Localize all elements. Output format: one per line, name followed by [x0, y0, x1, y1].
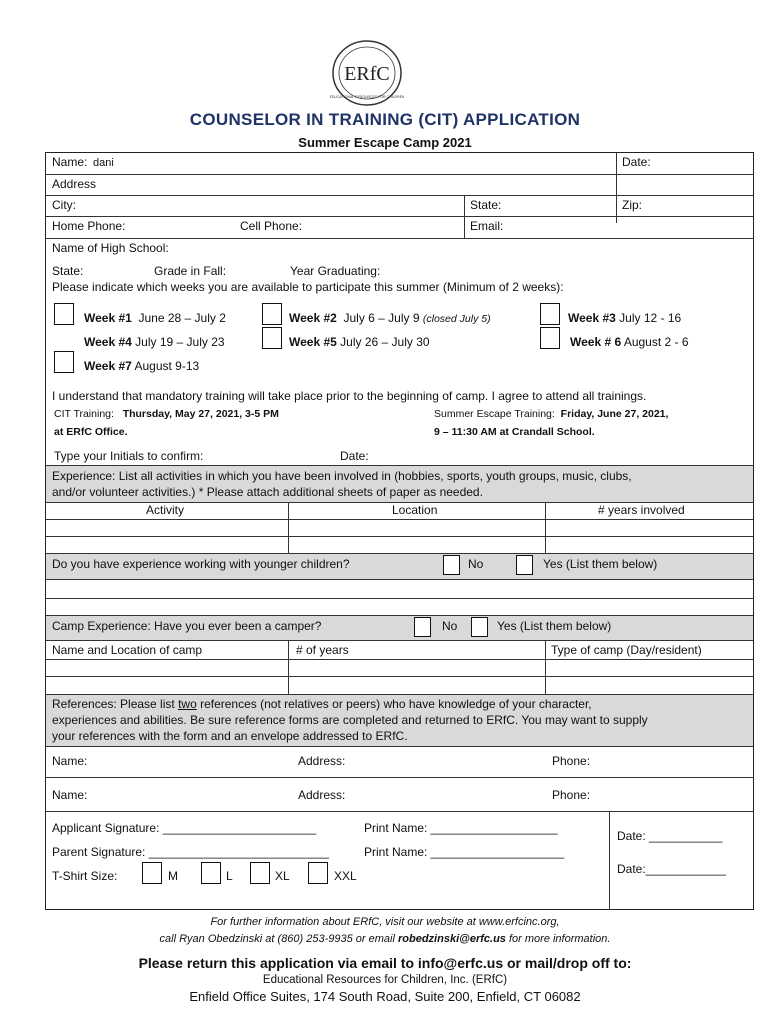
org-name: Educational Resources for Children, Inc. (ERfC) [262, 974, 508, 986]
initials-field[interactable]: Type your Initials to confirm: [54, 449, 204, 463]
footer-contact: call Ryan Obedzinski at (860) 253-9935 or email robedzinski@erfc.us for more information. [159, 933, 611, 945]
date-field[interactable]: Date: [622, 155, 651, 169]
initials-date-field[interactable]: Date: [340, 449, 369, 463]
references-instructions-2: experiences and abilities. Be sure reference forms are completed and returned to ERfC. You may want to supply [52, 713, 648, 727]
reference-1-address[interactable]: Address: [298, 754, 346, 768]
size-l-label: L [226, 869, 233, 883]
tshirt-size-label: T-Shirt Size: [52, 869, 118, 883]
org-address: Enfield Office Suites, 174 South Road, Suite 200, Enfield, CT 06082 [189, 989, 581, 1004]
week-3-label: Week #3 July 12 - 16 [568, 311, 682, 325]
children-no-checkbox[interactable] [443, 555, 460, 575]
children-yes-checkbox[interactable] [516, 555, 533, 575]
week-3-checkbox[interactable] [540, 303, 560, 325]
children-no-label: No [468, 557, 484, 571]
week-6-checkbox[interactable] [540, 327, 560, 349]
size-m-checkbox[interactable] [142, 862, 162, 884]
reference-2-address[interactable]: Address: [298, 788, 346, 802]
references-instructions-1: References: Please list two references (not relatives or peers) who have knowledge of your character, [52, 697, 592, 711]
camper-question: Camp Experience: Have you ever been a camper? [52, 619, 322, 633]
week-7-checkbox[interactable] [54, 351, 74, 373]
svg-text:ERfC: ERfC [344, 63, 390, 85]
week-7-label: Week #7 August 9-13 [84, 359, 200, 373]
camp-years-header: # of years [296, 643, 349, 657]
size-l-checkbox[interactable] [201, 862, 221, 884]
years-involved-header: # years involved [598, 503, 685, 517]
week-2-checkbox[interactable] [262, 303, 282, 325]
location-header: Location [392, 503, 438, 517]
week-5-label: Week #5 July 26 – July 30 [289, 335, 430, 349]
erfc-logo [330, 38, 404, 108]
children-question: Do you have experience working with younger children? [52, 557, 350, 571]
application-form [45, 152, 754, 910]
reference-1-phone[interactable]: Phone: [552, 754, 591, 768]
camper-no-checkbox[interactable] [414, 617, 431, 637]
grade-field[interactable]: Grade in Fall: [154, 264, 227, 278]
camper-yes-checkbox[interactable] [471, 617, 488, 637]
home-phone-field[interactable]: Home Phone: [52, 219, 126, 233]
camper-yes-label: Yes (List them below) [497, 619, 612, 633]
training-statement: I understand that mandatory training will take place prior to the beginning of camp. I agree to attend all trainings. [52, 389, 647, 403]
camp-type-header: Type of camp (Day/resident) [551, 643, 702, 657]
cit-training-location: at ERfC Office. [54, 426, 128, 438]
parent-signature-field[interactable]: Parent Signature: ___________________________ [52, 845, 329, 859]
references-instructions-3: your references with the form and an envelope addressed to ERfC. [52, 729, 408, 743]
state2-field[interactable]: State: [52, 264, 84, 278]
cell-phone-field[interactable]: Cell Phone: [240, 219, 303, 233]
signature-date-2[interactable]: Date:____________ [617, 862, 726, 876]
size-xl-checkbox[interactable] [250, 862, 270, 884]
children-yes-label: Yes (List them below) [543, 557, 658, 571]
zip-field[interactable]: Zip: [622, 198, 643, 212]
svg-text:EDUCATIONAL RESOURCES FOR CHIL: EDUCATIONAL RESOURCES FOR CHILDREN [330, 95, 404, 99]
summer-training-location: 9 – 11:30 AM at Crandall School. [434, 426, 595, 438]
name-label: Name: [52, 155, 88, 169]
summer-training-info: Summer Escape Training: Friday, June 27, 2021, [434, 408, 669, 420]
reference-2-phone[interactable]: Phone: [552, 788, 591, 802]
week-1-checkbox[interactable] [54, 303, 74, 325]
year-graduating-field[interactable]: Year Graduating: [290, 264, 381, 278]
week-6-label: Week # 6 August 2 - 6 [570, 335, 689, 349]
form-title: COUNSELOR IN TRAINING (CIT) APPLICATION [189, 110, 581, 129]
footer-info: For further information about ERfC, visit our website at www.erfcinc.org, [210, 916, 560, 928]
city-field[interactable]: City: [52, 198, 76, 212]
return-instructions: Please return this application via email to info@erfc.us or mail/drop off to: [138, 955, 632, 971]
state-field[interactable]: State: [470, 198, 502, 212]
camper-no-label: No [442, 619, 458, 633]
week-2-label: Week #2 July 6 – July 9 (closed July 5) [289, 311, 491, 325]
activity-header: Activity [146, 503, 185, 517]
camp-name-header: Name and Location of camp [52, 643, 203, 657]
week-1-label: Week #1 June 28 – July 2 [84, 311, 226, 325]
print-name-field-2[interactable]: Print Name: ____________________ [364, 845, 565, 859]
name-field[interactable]: dani [93, 157, 114, 169]
week-4-label: Week #4 July 19 – July 23 [84, 335, 225, 349]
experience-instructions-1: Experience: List all activities in which you have been involved in (hobbies, sports, youth groups, music, clubs, [52, 469, 632, 483]
weeks-prompt: Please indicate which weeks you are available to participate this summer (Minimum of 2 weeks): [52, 280, 564, 294]
high-school-field[interactable]: Name of High School: [52, 241, 169, 255]
reference-2-name[interactable]: Name: [52, 788, 88, 802]
size-xxl-label: XXL [334, 869, 357, 883]
applicant-signature-field[interactable]: Applicant Signature: _______________________ [52, 821, 317, 835]
signature-date-1[interactable]: Date: ___________ [617, 829, 723, 843]
reference-1-name[interactable]: Name: [52, 754, 88, 768]
print-name-field-1[interactable]: Print Name: ___________________ [364, 821, 558, 835]
form-subtitle: Summer Escape Camp 2021 [298, 135, 472, 150]
size-xl-label: XL [275, 869, 290, 883]
address-field[interactable]: Address [52, 177, 97, 191]
size-xxl-checkbox[interactable] [308, 862, 328, 884]
experience-instructions-2: and/or volunteer activities.) * Please attach additional sheets of paper as needed. [52, 485, 483, 499]
cit-training-info: CIT Training: Thursday, May 27, 2021, 3-5 PM [54, 408, 279, 420]
size-m-label: M [168, 869, 178, 883]
week-5-checkbox[interactable] [262, 327, 282, 349]
email-field[interactable]: Email: [470, 219, 504, 233]
